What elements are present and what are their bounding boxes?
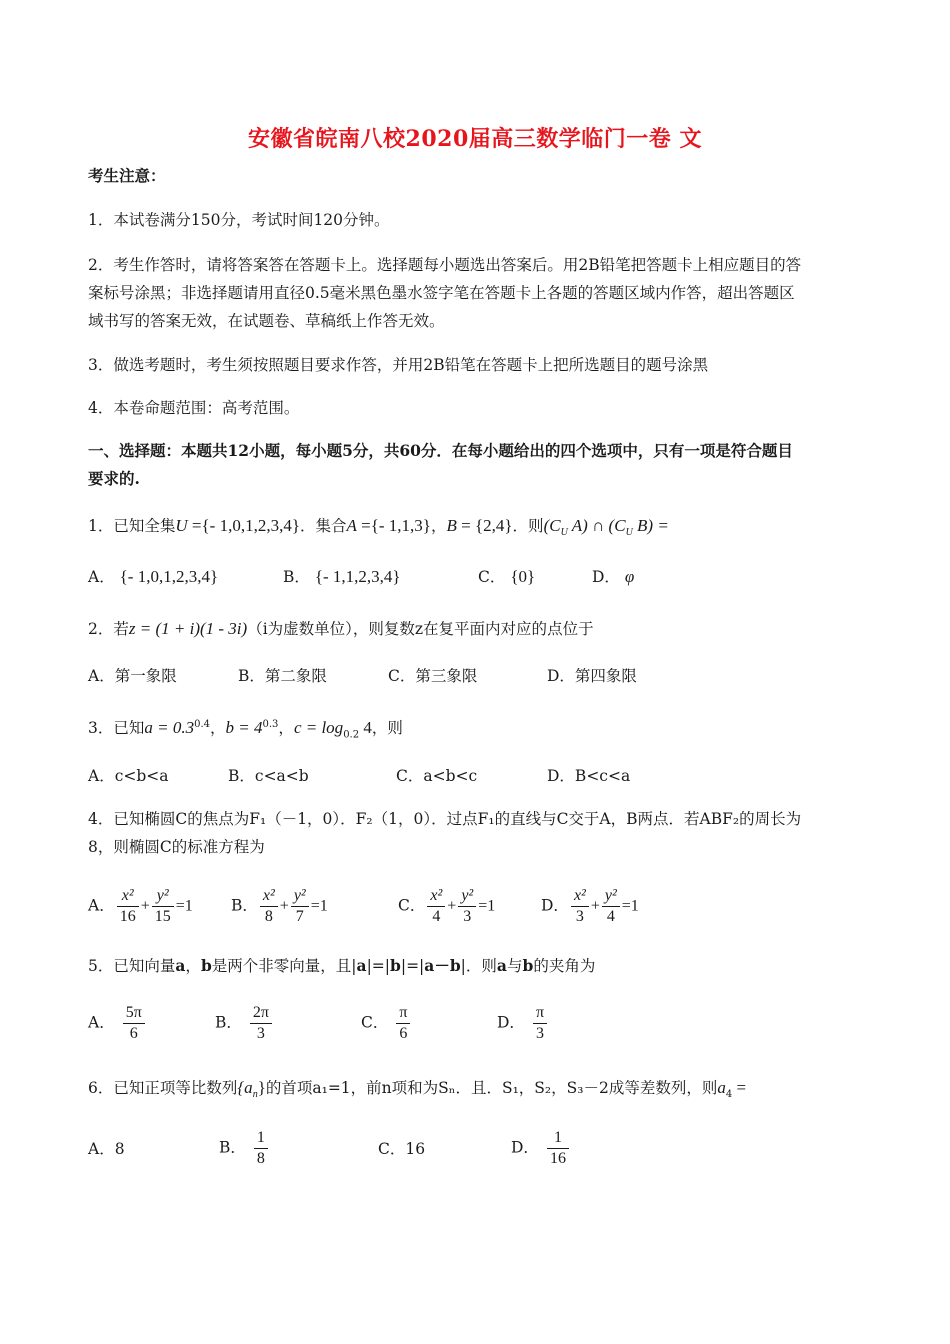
q4-c-numerator-y: y²	[458, 886, 476, 907]
q2-stem-post: （i为虚数单位），则复数z在复平面内对应的点位于	[247, 620, 594, 638]
q6-sequence-sub: n	[252, 1089, 258, 1101]
q6-option-d	[511, 1128, 571, 1169]
q6-b-denominator: 8	[256, 1150, 265, 1167]
q1-option-a	[88, 566, 218, 588]
q5-stem-end: 的夹角为	[533, 957, 596, 975]
q4-option-d-label: D．	[541, 896, 569, 915]
question-1	[88, 515, 669, 544]
q4-d-denominator-2: 4	[606, 908, 615, 925]
q2-option-d: D．第四象限	[547, 667, 637, 685]
section-heading-line-2: 要求的.	[88, 469, 140, 488]
question-2	[88, 618, 594, 640]
q3-option-b: B．c<a<b	[228, 767, 309, 785]
q3-sep-1: ，	[210, 719, 226, 738]
q5-option-c	[361, 1003, 412, 1044]
q1-option-c-label: C．	[478, 568, 506, 586]
q1-set-b: B	[446, 516, 457, 535]
q3-b-value: b = 4	[225, 718, 263, 738]
q5-option-a-frac	[123, 1003, 145, 1044]
q5-abs-a: a	[356, 956, 367, 975]
q4-c-equals: =1	[478, 897, 496, 915]
q4-d-frac-y	[602, 886, 620, 927]
q5-vector-b: b	[200, 956, 212, 975]
q6-sequence: {a	[237, 1078, 253, 1097]
q1-option-a-value: {- 1,0,1,2,3,4}	[119, 567, 219, 586]
q5-abs-a-minus-b: a－b	[424, 956, 461, 975]
q6-option-b	[219, 1128, 270, 1169]
q5-d-numerator: π	[533, 1003, 547, 1024]
q6-d-denominator: 16	[549, 1150, 566, 1167]
q5-a-denominator: 6	[129, 1025, 138, 1042]
q4-d-equals: =1	[621, 897, 639, 915]
question-6	[88, 1077, 746, 1106]
q4-a-plus: +	[140, 897, 150, 915]
q3-c-argument: 4	[359, 718, 372, 738]
q1-sub-u-2: U	[625, 527, 633, 539]
notice-item-2-line-2: 案标号涂黑；非选择题请用直径0.5毫米黑色墨水签字笔在答题卡上各题的答题区域内作答，超出答题区	[88, 284, 795, 302]
q2-stem: 2．若	[88, 620, 129, 638]
q4-option-b	[231, 886, 328, 927]
q4-a-numerator-y: y²	[152, 886, 174, 907]
q4-option-d	[541, 886, 639, 927]
q4-c-plus: +	[447, 897, 457, 915]
q4-c-numerator-x: x²	[427, 886, 445, 907]
q1-set-a-value: ={- 1,1,3}	[356, 516, 431, 535]
q4-c-denominator-1: 4	[432, 908, 441, 925]
q1-option-b-value: {- 1,1,2,3,4}	[314, 567, 401, 586]
question-3	[88, 714, 403, 746]
notice-item-3: 3．做选考题时，考生须按照题目要求作答，并用2B铅笔在答题卡上把所选题目的题号涂黑	[88, 356, 709, 374]
q3-sep-2: ，	[278, 719, 294, 738]
q1-option-c-value: {0}	[510, 567, 536, 586]
q1-expression: (C	[543, 516, 561, 535]
question-5	[88, 955, 595, 977]
q5-option-a-label: A．	[88, 1013, 115, 1032]
q1-set-a: A	[346, 516, 357, 535]
section-heading-line-1: 一、选择题：本题共12小题，每小题5分，共60分．在每小题给出的四个选项中，只有一项是符合题目	[88, 441, 793, 460]
q6-sequence-end: }	[257, 1078, 266, 1097]
q4-b-denominator-2: 7	[295, 908, 304, 925]
q6-stem-post: 的首项a₁=1，前n项和为Sₙ．且．S₁，S₂，S₃－2成等差数列，则	[265, 1079, 718, 1097]
q4-a-frac-x	[117, 886, 139, 927]
q5-c-denominator: 6	[399, 1025, 408, 1042]
q3-stem-post: ，则	[371, 719, 403, 738]
notice-item-2-line-1: 2．考生作答时，请将答案答在答题卡上。选择题每小题选出答案后。用2B铅笔把答题卡上相应题目的答	[88, 256, 802, 274]
q1-stem: 1．已知全集	[88, 517, 176, 535]
q4-b-plus: +	[279, 897, 289, 915]
q4-d-frac-x	[571, 886, 589, 927]
q3-option-d: D．B<c<a	[547, 767, 631, 785]
q6-option-d-frac	[547, 1128, 569, 1169]
q5-comma: ，	[185, 957, 201, 975]
q4-option-c	[398, 886, 495, 927]
q5-option-b-label: B．	[215, 1013, 242, 1032]
q5-option-a	[88, 1003, 147, 1044]
q5-c-numerator: π	[396, 1003, 410, 1024]
q4-a-denominator-2: 15	[154, 908, 171, 925]
q1-expression-3: B) =	[632, 516, 669, 535]
question-4-line-1: 4．已知椭圆C的焦点为F₁（－1，0）．F₂（1，0）．过点F₁的直线与C交于A，B两点．若ABF₂的周长为	[88, 810, 802, 828]
q6-a4-end: =	[732, 1078, 747, 1097]
q4-d-plus: +	[590, 897, 600, 915]
question-4-line-2: 8，则椭圆C的标准方程为	[88, 838, 265, 856]
q5-option-c-label: C．	[361, 1013, 389, 1032]
q4-option-c-label: C．	[398, 896, 426, 915]
q4-b-denominator-1: 8	[264, 908, 273, 925]
q4-a-numerator-x: x²	[117, 886, 139, 907]
q5-option-b-frac	[250, 1003, 272, 1044]
q1-comma: ，	[430, 517, 447, 535]
q1-set-u: U	[175, 516, 188, 535]
q1-expression-2: A) ∩ (C	[567, 516, 626, 535]
q4-b-equals: =1	[310, 897, 328, 915]
notice-item-2-line-3: 域书写的答案无效，在试题卷、草稿纸上作答无效。	[88, 312, 445, 330]
q6-option-b-frac	[254, 1128, 268, 1169]
q4-c-frac-x	[427, 886, 445, 927]
notice-item-4: 4．本卷命题范围：高考范围。	[88, 399, 300, 417]
q5-eq-2: |=|	[400, 957, 425, 975]
q4-b-numerator-x: x²	[260, 886, 278, 907]
q5-b-denominator: 3	[256, 1025, 265, 1042]
q3-c-value: c = log	[293, 718, 344, 738]
q4-c-denominator-2: 3	[463, 908, 472, 925]
notice-item-1: 1．本试卷满分150分，考试时间120分钟。	[88, 211, 390, 229]
q3-option-c: C．a<b<c	[396, 767, 478, 785]
q4-option-a	[88, 886, 193, 927]
q1-option-d-value: φ	[624, 567, 635, 586]
q5-and: 与	[506, 957, 523, 975]
q6-b-numerator: 1	[254, 1128, 268, 1149]
q2-option-b: B．第二象限	[238, 667, 327, 685]
q4-option-b-label: B．	[231, 896, 258, 915]
q4-a-equals: =1	[175, 897, 193, 915]
q5-option-b	[215, 1003, 274, 1044]
q4-c-frac-y	[458, 886, 476, 927]
q5-eq-1: |=|	[366, 957, 390, 975]
q5-a-numerator: 5π	[123, 1003, 145, 1024]
q6-option-c: C．16	[378, 1140, 426, 1158]
q2-option-a: A．第一象限	[88, 667, 177, 685]
q6-option-b-label: B．	[219, 1138, 246, 1157]
q1-option-b-label: B．	[283, 568, 310, 586]
page-title: 安徽省皖南八校2020届高三数学临门一卷 文	[248, 126, 702, 152]
q1-set-u-value: ={- 1,0,1,2,3,4}	[187, 516, 300, 535]
q1-option-b	[283, 566, 401, 588]
q4-b-frac-x	[260, 886, 278, 927]
q4-b-numerator-y: y²	[291, 886, 309, 907]
q4-b-frac-y	[291, 886, 309, 927]
q1-option-d	[592, 566, 634, 588]
q2-expression: z = (1 + i)(1 - 3i)	[128, 619, 248, 638]
q3-a-value: a = 0.3	[144, 718, 195, 738]
q5-option-d-label: D．	[497, 1013, 525, 1032]
q6-option-a: A．8	[88, 1140, 125, 1158]
q3-c-base: 0.2	[343, 729, 360, 741]
q5-d-denominator: 3	[535, 1025, 544, 1042]
q6-a4: a	[717, 1078, 726, 1097]
q5-option-c-frac	[396, 1003, 410, 1044]
q5-angle-b: b	[522, 956, 534, 975]
q5-stem-mid: 是两个非零向量，且|	[211, 957, 357, 975]
q4-d-numerator-x: x²	[571, 886, 589, 907]
q6-option-d-label: D．	[511, 1138, 539, 1157]
q5-abs-b: b	[390, 956, 401, 975]
q5-b-numerator: 2π	[250, 1003, 272, 1024]
q3-a-exponent: 0.4	[194, 719, 211, 730]
q4-d-numerator-y: y²	[602, 886, 620, 907]
q1-stem-mid: ．集合	[299, 517, 347, 535]
q1-option-c	[478, 566, 535, 588]
q5-option-d	[497, 1003, 549, 1044]
q1-sub-u: U	[560, 527, 568, 539]
q1-stem-then: ．则	[512, 517, 544, 535]
q5-vector-a: a	[175, 956, 186, 975]
q3-stem: 3．已知	[88, 719, 145, 738]
q5-stem: 5．已知向量	[88, 957, 176, 975]
q5-stem-then: |．则	[460, 957, 497, 975]
q1-set-b-value: = {2,4}	[456, 516, 513, 535]
q4-a-denominator-1: 16	[119, 908, 136, 925]
q5-angle-a: a	[496, 956, 507, 975]
q1-option-d-label: D．	[592, 568, 620, 586]
q2-option-c: C．第三象限	[388, 667, 478, 685]
q6-a4-sub: 4	[725, 1089, 733, 1101]
q3-b-exponent: 0.3	[262, 719, 279, 730]
q6-d-numerator: 1	[547, 1128, 569, 1149]
q6-stem: 6．已知正项等比数列	[88, 1079, 238, 1097]
q4-a-frac-y	[152, 886, 174, 927]
q4-d-denominator-1: 3	[575, 908, 584, 925]
q1-option-a-label: A．	[88, 568, 115, 586]
q5-option-d-frac	[533, 1003, 547, 1044]
notice-heading: 考生注意：	[88, 166, 166, 185]
q4-option-a-label: A．	[88, 896, 115, 915]
q3-option-a: A．c<b<a	[88, 767, 169, 785]
